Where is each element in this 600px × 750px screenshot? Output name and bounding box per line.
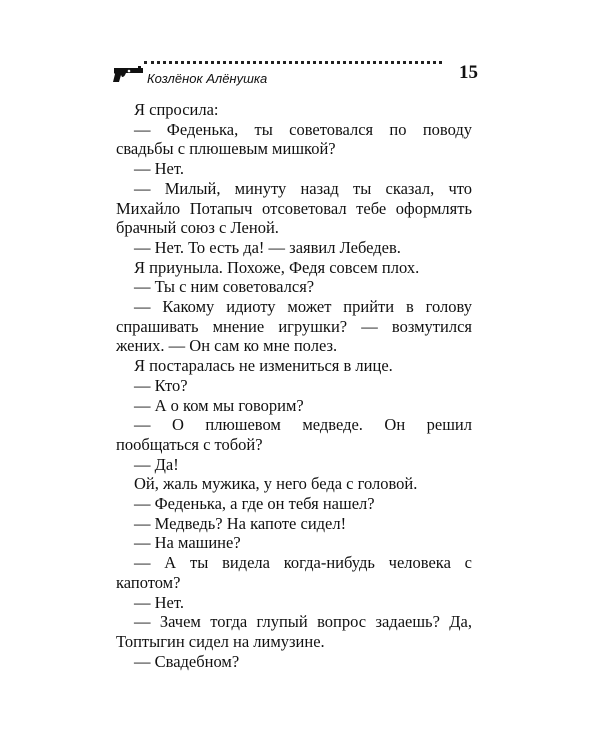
dotted-rule bbox=[144, 61, 442, 64]
paragraph: — Кто? bbox=[134, 375, 188, 395]
revolver-icon bbox=[112, 62, 144, 84]
paragraph: — Зачем тогда глупый вопрос задаешь? Да, Топтыгин сидел на лимузине. bbox=[116, 612, 472, 651]
paragraph: Я приуныла. Похоже, Федя совсем плох. bbox=[134, 257, 420, 277]
paragraph: — Милый, минуту назад ты сказал, что Михайло Потапыч отсоветовал тебе оформлять брачный союз с Леной. bbox=[116, 178, 472, 238]
paragraph: — Какому идиоту может прийти в голову спрашивать мнение игрушки? — возмутился жених. — Он сам ко мне полез. bbox=[116, 297, 472, 356]
paragraph: — А ты видела когда-нибудь человека с капотом? bbox=[116, 553, 472, 592]
paragraph: — Феденька, ты советовался по поводу свадьбы с плюшевым мишкой? bbox=[116, 119, 472, 159]
paragraph: — Нет. bbox=[134, 159, 184, 179]
paragraph: — О плюшевом медведе. Он решил пообщаться с тобой? bbox=[116, 415, 472, 454]
paragraph: — Нет. bbox=[134, 592, 184, 612]
page-number: 15 bbox=[459, 62, 478, 83]
paragraph: — Да! bbox=[134, 454, 179, 474]
paragraph: — Медведь? На капоте сидел! bbox=[134, 513, 347, 533]
running-title: Козлёнок Алёнушка bbox=[147, 71, 268, 86]
paragraph: — Нет. То есть да! — заявил Лебедев. bbox=[134, 237, 401, 257]
paragraph: Я спросила: bbox=[134, 100, 219, 119]
paragraph: — На машине? bbox=[134, 533, 241, 553]
paragraph: — Феденька, а где он тебя нашел? bbox=[134, 494, 375, 514]
paragraph: — А о ком мы говорим? bbox=[134, 395, 304, 415]
paragraph: — Ты с ним советовался? bbox=[134, 277, 315, 297]
paragraph: — Свадебном? bbox=[134, 651, 240, 671]
body-text bbox=[116, 100, 472, 671]
paragraph: Ой, жаль мужика, у него беда с головой. bbox=[134, 474, 418, 494]
paragraph: Я постаралась не измениться в лице. bbox=[134, 356, 393, 376]
page-header bbox=[112, 58, 478, 90]
